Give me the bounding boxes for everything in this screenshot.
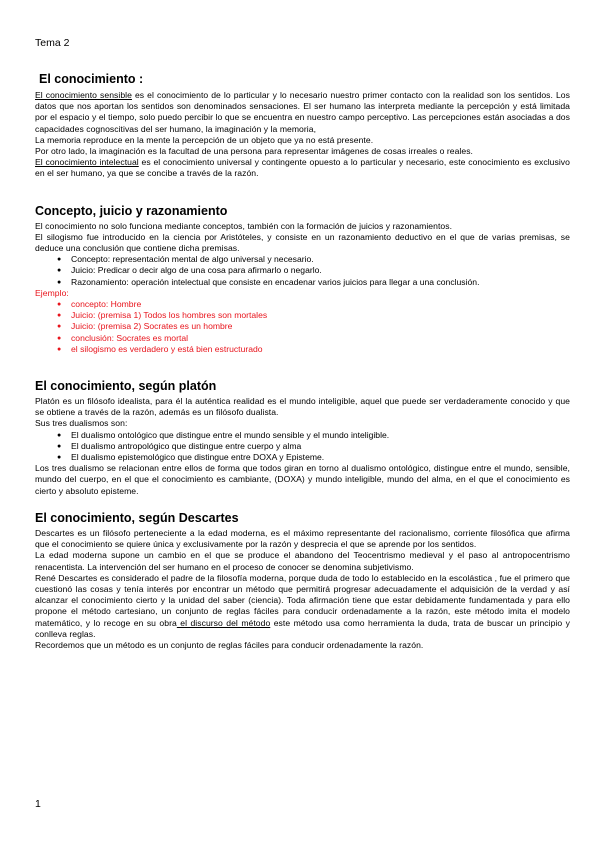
paragraph: Por otro lado, la imaginación es la facultad de una persona para representar imágenes de cosas irreales o reales. xyxy=(35,146,473,157)
section-descartes xyxy=(35,511,570,651)
section-concepto xyxy=(35,204,570,355)
paragraph xyxy=(35,157,570,179)
page-number: 1 xyxy=(35,798,41,810)
paragraph xyxy=(35,573,570,640)
paragraph xyxy=(35,90,570,135)
document-header: Tema 2 xyxy=(35,37,70,49)
list-item: ● Juicio: (premisa 1) Todos los hombres son mortales xyxy=(57,310,570,321)
list-item: ● el silogismo es verdadero y está bien estructurado xyxy=(57,344,570,355)
list-item: ● El dualismo antropológico que distingue entre cuerpo y alma xyxy=(57,441,570,452)
section-heading: El conocimiento, según platón xyxy=(35,379,217,394)
example-list xyxy=(35,299,570,355)
paragraph: Platón es un filósofo idealista, para él la auténtica realidad es el mundo inteligible, aquel que puede ser verdaderamente conocido y que se obtiene a través de la razón, además es un filósofo dualista. xyxy=(35,396,570,418)
paragraph: Sus tres dualismos son: xyxy=(35,418,128,429)
paragraph-text: este método usa como herramienta la duda, trata de buscar un principio y conlleva reglas. xyxy=(35,617,570,639)
paragraph: La edad moderna supone un cambio en el que se produce el abandono del Teocentrismo medieval y el paso al antropocentrismo renacentista. La intervención del ser humano en el proceso de conocer se denomina subjetivismo. xyxy=(35,550,570,572)
section-heading: Concepto, juicio y razonamiento xyxy=(35,203,228,218)
list-item: ● Razonamiento: operación intelectual que consiste en encadenar varios juicios para llegar a una conclusión. xyxy=(57,277,570,288)
paragraph: El silogismo fue introducido en la ciencia por Aristóteles, y consiste en un razonamiento deductivo en el que de varias premisas, se deduce una conclusión que contiene dicha premisas. xyxy=(35,231,570,254)
list-item: ● conclusión: Socrates es mortal xyxy=(57,333,570,344)
list-item: ● Juicio: Predicar o decir algo de una cosa para afirmarlo o negarlo. xyxy=(57,265,570,276)
section-heading: El conocimiento, según Descartes xyxy=(35,510,239,525)
bullet-list xyxy=(35,254,570,288)
list-item: ● Concepto: representación mental de algo universal y necesario. xyxy=(57,254,570,265)
list-item: ● concepto: Hombre xyxy=(57,299,570,310)
underlined-term: El conocimiento sensible xyxy=(35,90,132,100)
bullet-list xyxy=(35,430,570,464)
paragraph-text: es el conocimiento universal y contingente opuesto a lo particular y necesario, este conocimiento es exclusivo en el ser humano, ya que se concibe a través de la razón. xyxy=(35,157,570,179)
underlined-term: El conocimiento intelectual xyxy=(35,157,139,168)
paragraph: Recordemos que un método es un conjunto de reglas fáciles para conducir ordenadamente la razón. xyxy=(35,639,424,650)
underlined-term: el discurso del método xyxy=(176,617,271,628)
list-item: ● El dualismo ontológico que distingue entre el mundo sensible y el mundo inteligible. xyxy=(57,430,570,441)
list-item: ● Juicio: (premisa 2) Socrates es un hombre xyxy=(57,321,570,332)
paragraph-text: es el conocimiento de lo particular y lo necesario nuestro primer contacto con la realidad son los sentidos. Los datos que nos aportan los sentidos son denominados sensaciones. El ser humano las interpreta mediante la percepción y está limitada por el espacio y el tiempo, solo puedo percibir lo que se encuentra en nuestro campo perceptivo. Las percepciones están asociadas a dos capacidades cognoscitivas del ser humano, la imaginación y la memoria, xyxy=(35,90,570,134)
section-conocimiento xyxy=(35,72,570,180)
section-heading: El conocimiento : xyxy=(39,72,144,86)
example-label: Ejemplo: xyxy=(35,287,69,298)
paragraph: La memoria reproduce en la mente la percepción de un objeto que ya no está presente. xyxy=(35,134,374,145)
paragraph-text: René Descartes es considerado el padre de la filosofía moderna, porque duda de todo lo establecido en la escolástica , fue el primero que cuestionó las cosas y tenía interés por encontrar un método que permitirá progresar adecuadamente el adquisición de la verdad y así alcanzar el conocimiento cierto y la unidad del saber (ciencia). Toda afirmación tiene que estar debidamente fundamentada y para ello propone el método cartesiano, un conjunto de reglas fáciles para conducir ordenadamente a la razón, este método imita el modelo matemático, y lo recoge en su obra xyxy=(35,572,570,628)
paragraph: El conocimiento no solo funciona mediante conceptos, también con la formación de juicios y razonamientos. xyxy=(35,220,453,231)
document-body xyxy=(35,72,570,651)
paragraph: Descartes es un filósofo perteneciente a la edad moderna, es el máximo representante del racionalismo, corriente filosófica que afirma que el conocimiento se quiere única y exclusivamente por la razón y desprecia el que se aprende por los sentidos. xyxy=(35,527,570,550)
paragraph: Los tres dualismo se relacionan entre ellos de forma que todos giran en torno al dualismo ontológico, distingue entre el mundo, sensible, mundo del cuerpo, en el que el conocimiento es cambiante, (DOXA) y mundo inteligible, mundo del alma, en el que el conocimiento es cierto y absoluto episteme. xyxy=(35,463,570,496)
section-platon xyxy=(35,379,570,497)
list-item: ● El dualismo epistemológico que distingue entre DOXA y Episteme. xyxy=(57,452,570,463)
